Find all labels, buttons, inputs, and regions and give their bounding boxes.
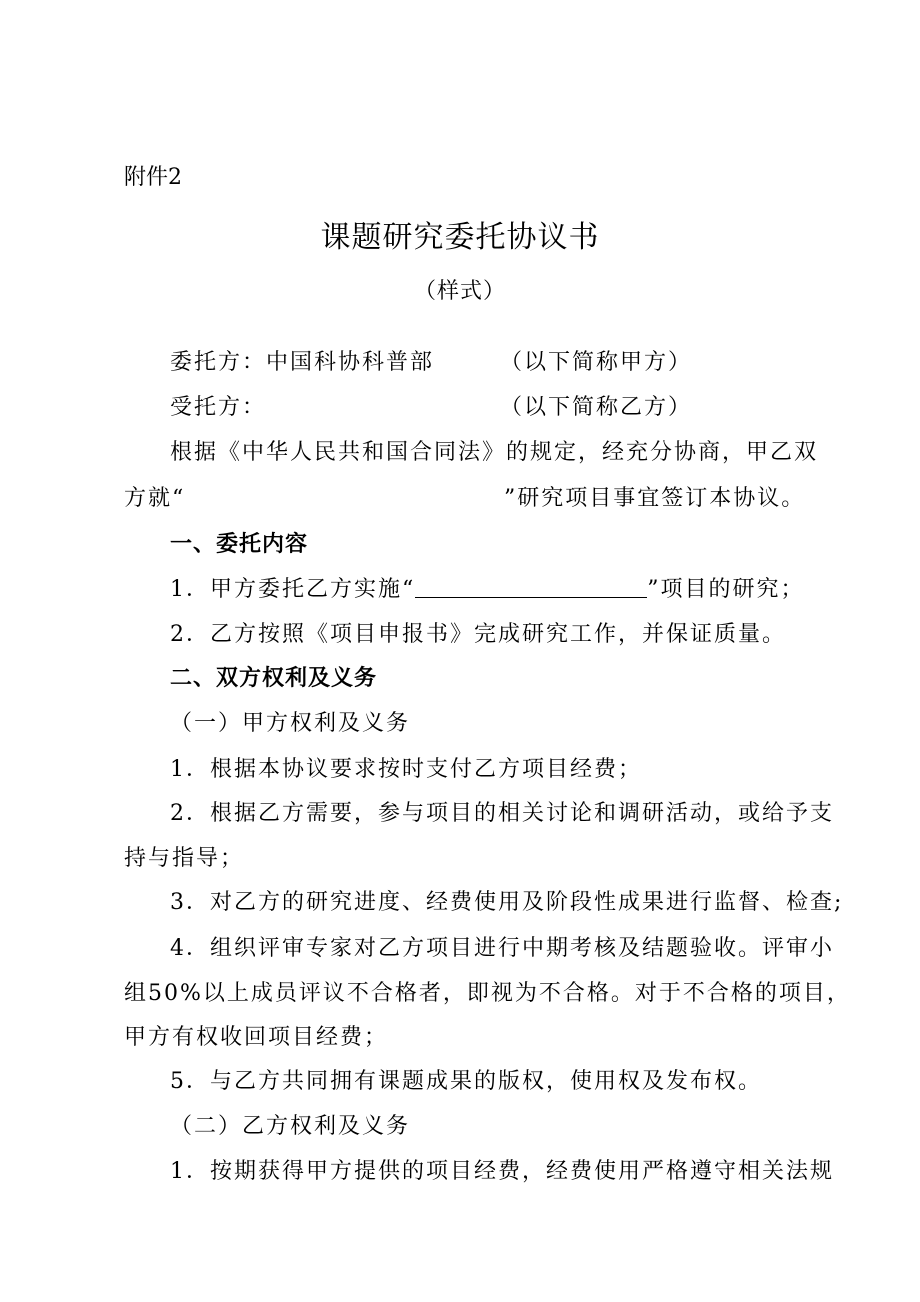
a-item2-line1: 2．根据乙方需要，参与项目的相关讨论和调研活动，或给予支 (170, 801, 834, 826)
sub2-heading: （二）乙方权利及义务 (170, 1114, 411, 1139)
preamble-line-2-end: ”研究项目事宜签订本协议。 (504, 486, 806, 511)
document-subtitle: （样式） (413, 279, 506, 304)
section2-heading: 二、双方权利及义务 (170, 666, 378, 691)
s1-item1-end: ”项目的研究； (647, 577, 805, 602)
preamble-line-1: 根据《中华人民共和国合同法》的规定，经充分协商，甲乙双 (170, 440, 819, 465)
client-label: 委托方：中国科协科普部 (170, 350, 435, 375)
a-item2-line2: 持与指导； (124, 846, 245, 871)
project-name-blank (415, 575, 647, 598)
b-item1: 1．按期获得甲方提供的项目经费，经费使用严格遵守相关法规 (170, 1159, 834, 1184)
sub1-heading: （一）甲方权利及义务 (170, 711, 411, 736)
a-item3: 3．对乙方的研究进度、经费使用及阶段性成果进行监督、检查; (170, 890, 844, 915)
s1-item2: 2．乙方按照《项目申报书》完成研究工作，并保证质量。 (170, 622, 786, 647)
a-item5: 5．与乙方共同拥有课题成果的版权，使用权及发布权。 (170, 1069, 762, 1094)
preamble-line-2-start: 方就“ (124, 486, 186, 511)
client-note: （以下简称甲方） (500, 350, 693, 375)
contractor-note: （以下简称乙方） (500, 395, 693, 420)
contractor-label: 受托方： (170, 395, 267, 420)
a-item4-line1: 4．组织评审专家对乙方项目进行中期考核及结题验收。评审小 (170, 936, 834, 961)
a-item1: 1．根据本协议要求按时支付乙方项目经费； (170, 757, 642, 782)
attachment-label: 附件2 (124, 165, 182, 190)
document-title: 课题研究委托协议书 (320, 220, 600, 255)
client-line (170, 348, 434, 378)
s1-item1-start: 1．甲方委托乙方实施“ (170, 577, 416, 602)
a-item4-line3: 甲方有权收回项目经费； (124, 1025, 389, 1050)
s1-item1 (170, 575, 805, 605)
a-item4-line2: 组50%以上成员评议不合格者，即视为不合格。对于不合格的项目， (124, 981, 851, 1006)
contractor-line (170, 393, 266, 423)
section1-heading: 一、委托内容 (170, 532, 309, 557)
